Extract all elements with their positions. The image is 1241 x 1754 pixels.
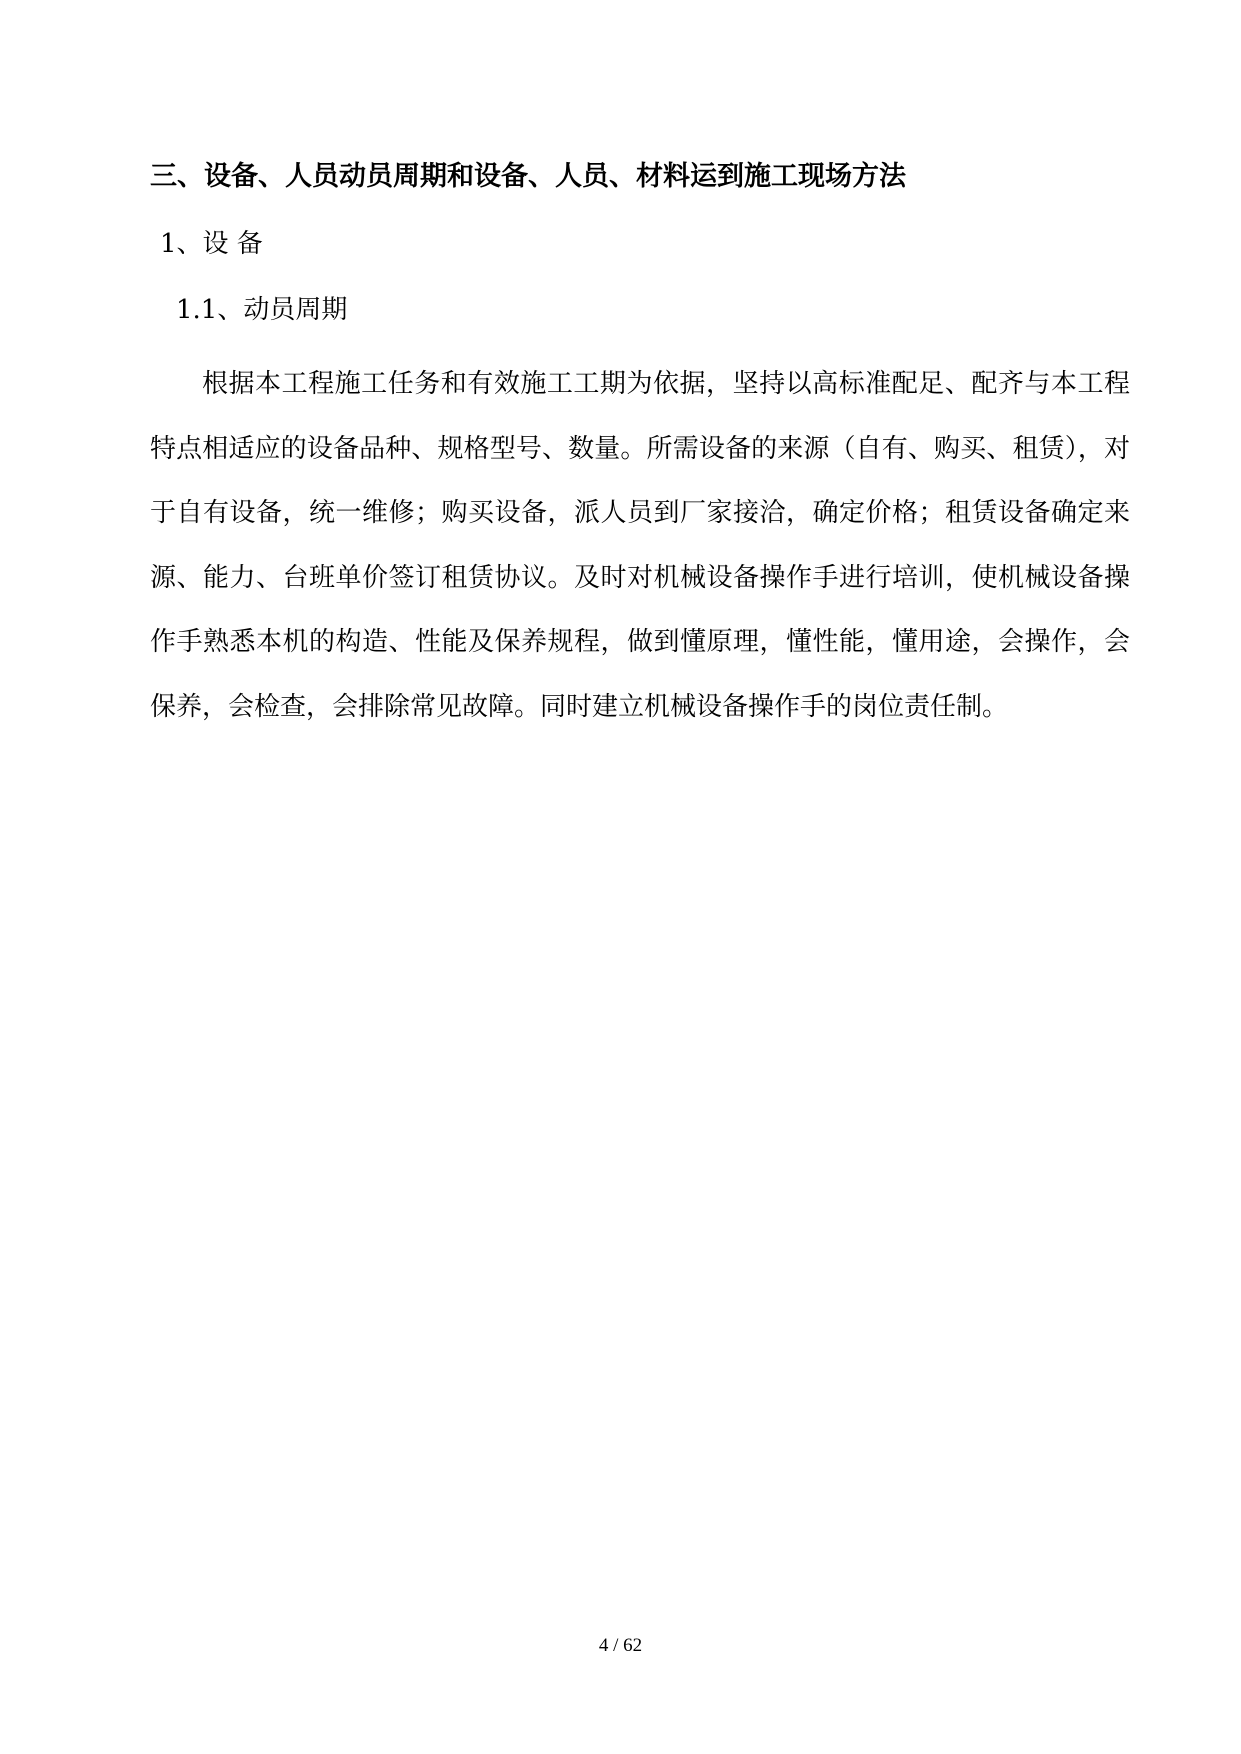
subsection-heading-mobilization-period: 1.1、动员周期 — [176, 295, 348, 325]
body-paragraph: 根据本工程施工任务和有效施工工期为依据，坚持以高标准配足、配齐与本工程特点相适应的设备品种、规格型号、数量。所需设备的来源（自有、购买、租赁），对于自有设备，统一维修；购买设备，派人员到厂家接洽，确定价格；租赁设备确定来源、能力、台班单价签订租赁协议。及时对机械设备操作手进行培训，使机械设备操作手熟悉本机的构造、性能及保养规程，做到懂原理，懂性能，懂用途，会操作，会保养，会检查，会排除常见故障。同时建立机械设备操作手的岗位责任制。 — [150, 369, 1130, 722]
page-number: 4 / 62 — [598, 1635, 643, 1656]
section-title: 三、设备、人员动员周期和设备、人员、材料运到施工现场方法 — [150, 161, 906, 192]
subsection-heading-equipment: 1、设 备 — [160, 229, 263, 259]
